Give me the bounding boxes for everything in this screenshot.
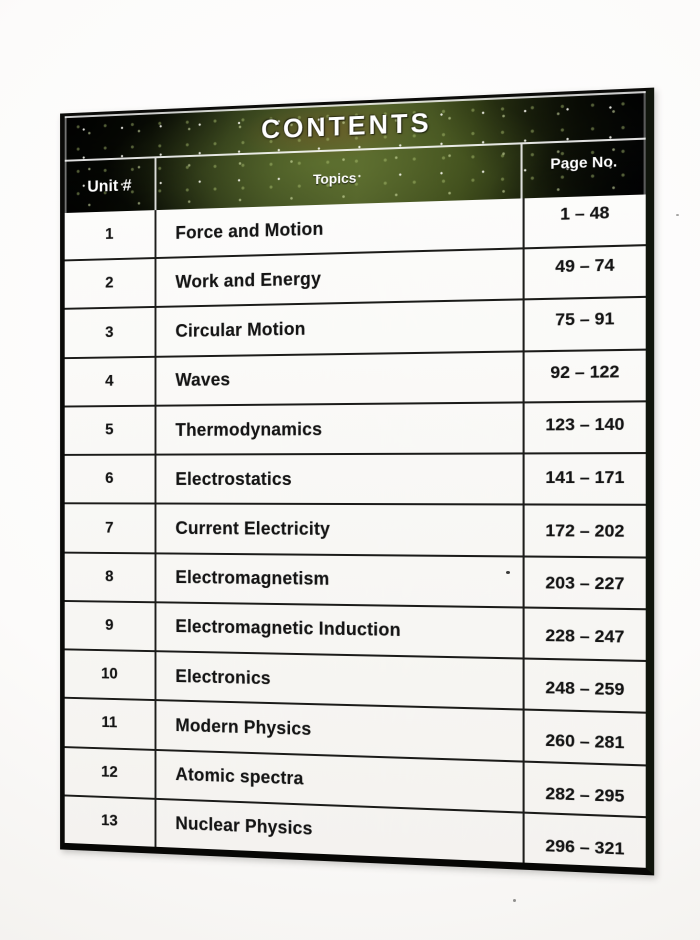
topic-cell: Thermodynamics	[156, 403, 524, 453]
pages-cell: 282 – 295	[545, 783, 625, 806]
pages-cell: 141 – 171	[545, 467, 625, 488]
unit-cell: 5	[65, 407, 157, 454]
pages-cell: 123 – 140	[545, 414, 625, 435]
topic-cell: Electromagnetism	[156, 554, 524, 606]
topic-cell: Nuclear Physics	[156, 800, 524, 863]
unit-cell: 6	[65, 456, 157, 503]
topic-cell: Circular Motion	[156, 301, 524, 356]
contents-table	[60, 88, 654, 876]
topic-cell: Current Electricity	[156, 505, 524, 555]
topic-cell: Electronics	[156, 652, 524, 709]
pages-cell: 92 – 122	[550, 361, 620, 382]
page-title: CONTENTS	[261, 107, 432, 145]
topic-cell: Force and Motion	[156, 198, 524, 257]
table-row	[65, 400, 646, 454]
scan-speck	[676, 214, 679, 216]
topic-cell: Work and Energy	[156, 250, 524, 307]
column-header-topics: Topics	[156, 144, 522, 210]
contents-page-block	[60, 88, 654, 876]
table-row	[65, 503, 646, 556]
unit-cell: 2	[65, 259, 157, 308]
pages-cell: 296 – 321	[545, 836, 625, 859]
pages-cell: 248 – 259	[545, 678, 625, 700]
pages-cell: 172 – 202	[545, 520, 625, 541]
toc-body	[65, 194, 646, 867]
pages-cell: 260 – 281	[545, 730, 625, 753]
table-row	[65, 348, 646, 405]
column-header-page-no: Page No.	[550, 153, 618, 173]
table-head	[65, 91, 646, 213]
unit-cell: 4	[65, 357, 157, 405]
pages-cell: 203 – 227	[545, 572, 625, 594]
unit-cell: 9	[65, 602, 157, 650]
table-row	[65, 551, 646, 608]
unit-cell: 1	[65, 210, 157, 260]
unit-cell: 11	[65, 699, 157, 749]
unit-cell: 13	[65, 796, 157, 847]
topic-cell: Modern Physics	[156, 701, 524, 760]
table-row	[65, 452, 646, 504]
unit-cell: 8	[65, 553, 157, 601]
scan-speck	[506, 571, 510, 574]
topic-cell: Waves	[156, 352, 524, 405]
column-header-unit: Unit #	[65, 158, 157, 213]
pages-cell: 75 – 91	[555, 308, 615, 330]
scan-speck	[513, 899, 516, 902]
pages-cell: 1 – 48	[560, 202, 610, 224]
topic-cell: Electromagnetic Induction	[156, 603, 524, 657]
unit-cell: 3	[65, 308, 157, 357]
unit-cell: 7	[65, 505, 157, 552]
topic-cell: Atomic spectra	[156, 751, 524, 812]
unit-cell: 12	[65, 748, 157, 798]
pages-cell: 228 – 247	[545, 625, 625, 647]
pages-cell: 49 – 74	[555, 255, 615, 277]
unit-cell: 10	[65, 650, 157, 699]
topic-cell: Electrostatics	[156, 455, 524, 504]
